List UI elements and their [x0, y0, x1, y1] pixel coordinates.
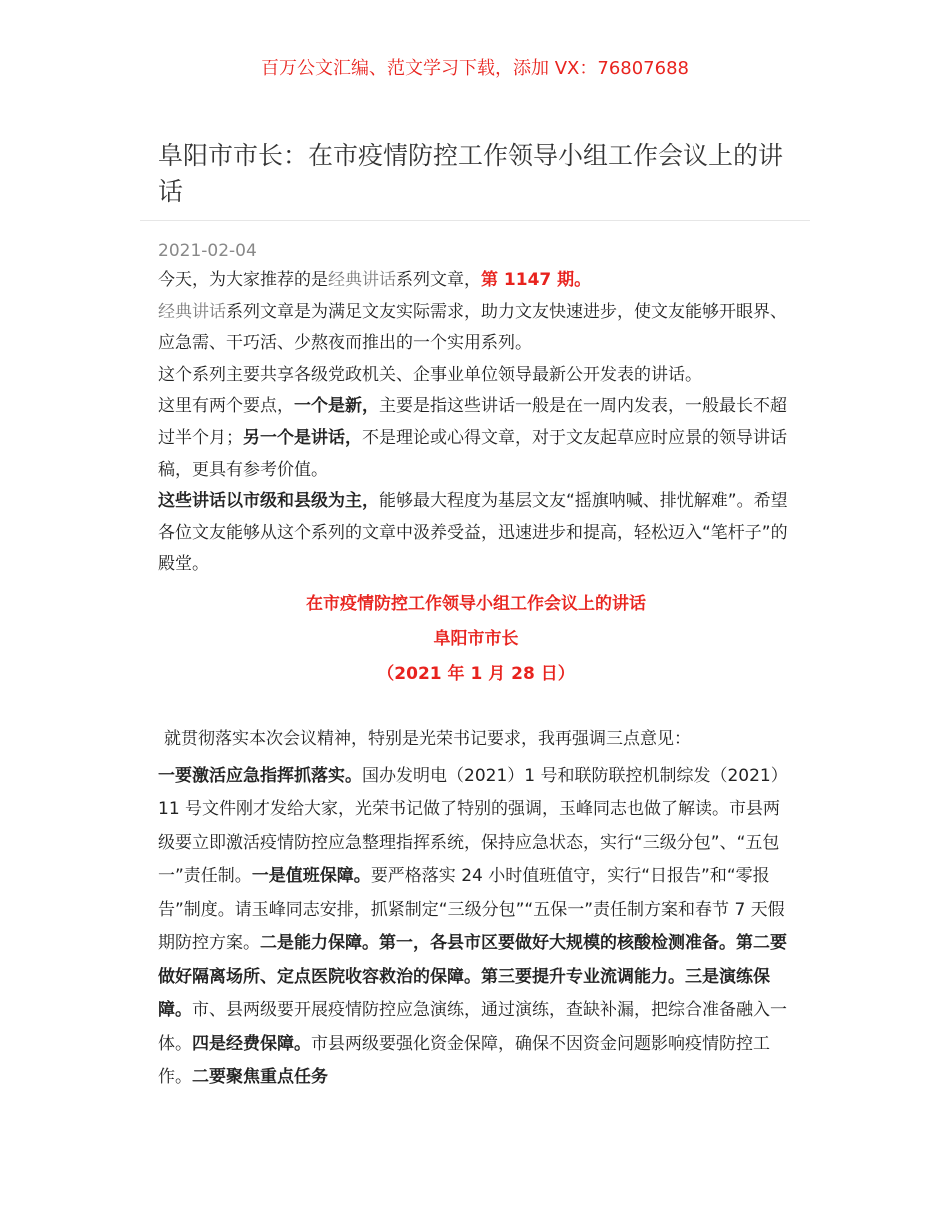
article-body	[158, 265, 794, 1095]
speech-heading: 在市疫情防控工作领导小组工作会议上的讲话	[306, 593, 646, 614]
key-point: 这些讲话以市级和县级为主，	[158, 491, 379, 512]
speech-section-1	[158, 760, 794, 1095]
section-text: 国办发明电（2021）1 号和联防联控机制综发（2021）11 号文件刚才发给大家，光荣书记做了特别的强调，玉峰同志也做了解读。市县两级要立即激活疫情防控应急整理指挥系统，保持应急状态，实行“三级分包”、“五包一”责任制。	[158, 765, 788, 887]
issue-number: 第 1147 期。	[481, 270, 592, 290]
speech-opening: 就贯彻落实本次会议精神，特别是光荣书记要求，我再强调三点意见：	[164, 728, 691, 749]
intro-text: 这里有两个要点，	[158, 396, 294, 417]
series-name: 经典讲话	[328, 270, 396, 290]
key-point: 另一个是讲话，	[243, 427, 362, 448]
intro-text: 系列文章是为满足文友实际需求，助力文友快速进步，使文友能够开眼界、应急需、干巧活、少熬夜而推出的一个实用系列。	[158, 301, 787, 354]
publish-date: 2021-02-04	[158, 241, 257, 261]
intro-paragraph-1	[158, 265, 794, 297]
section-subheading: 一是值班保障。	[251, 866, 371, 887]
intro-paragraph-5	[158, 486, 794, 581]
intro-text: 能够最大程度为基层文友“摇旗呐喊、排忧解难”。希望各位文友能够从这个系列的文章中汲养受益，迅速进步和提高，轻松迈入“笔杆子”的殿堂。	[158, 491, 788, 575]
page-title: 阜阳市市长：在市疫情防控工作领导小组工作会议上的讲话	[158, 141, 784, 206]
section-text: 市、县两级要开展疫情防控应急演练，通过演练，查缺补漏，把综合准备融入一体。	[158, 1000, 787, 1054]
section-text: 要严格落实 24 小时值班值守，实行“日报告”和“零报告”制度。请玉峰同志安排，抓紧制定“三级分包”“五保一”责任制方案和春节 7 天假期防控方案。	[158, 866, 785, 954]
intro-paragraph-3: 这个系列主要共享各级党政机关、企事业单位领导最新公开发表的讲话。	[158, 364, 702, 385]
section-heading: 一要激活应急指挥抓落实。	[158, 765, 362, 786]
speech-date: （2021 年 1 月 28 日）	[377, 663, 575, 684]
section-subheading: 四是经费保障。	[192, 1033, 311, 1054]
key-point: 一个是新，	[294, 396, 379, 417]
intro-text: 系列文章，	[396, 270, 481, 290]
promo-banner: 百万公文汇编、范文学习下载，添加 VX：76807688	[261, 58, 689, 79]
section-heading: 二要聚焦重点任务	[192, 1067, 328, 1088]
section-subheading: 二是能力保障。第一，各县市区要做好大规模的核酸检测准备。第二要做好隔离场所、定点医院收容救治的保障。第三要提升专业流调能力。三是演练保障。	[158, 933, 787, 1021]
speech-speaker: 阜阳市市长	[433, 628, 519, 649]
intro-text: 今天，为大家推荐的是	[158, 270, 328, 290]
intro-paragraph-2	[158, 297, 794, 360]
title-divider	[140, 220, 810, 221]
section-text: 市县两级要强化资金保障，确保不因资金问题影响疫情防控工作。	[158, 1033, 770, 1088]
intro-text: 不是理论或心得文章，对于文友起草应时应景的领导讲话稿，更具有参考价值。	[158, 427, 787, 480]
intro-paragraph-4	[158, 391, 794, 486]
intro-text: 主要是指这些讲话一般是在一周内发表，一般最长不超过半个月；	[158, 396, 787, 448]
series-name: 经典讲话	[158, 301, 226, 322]
